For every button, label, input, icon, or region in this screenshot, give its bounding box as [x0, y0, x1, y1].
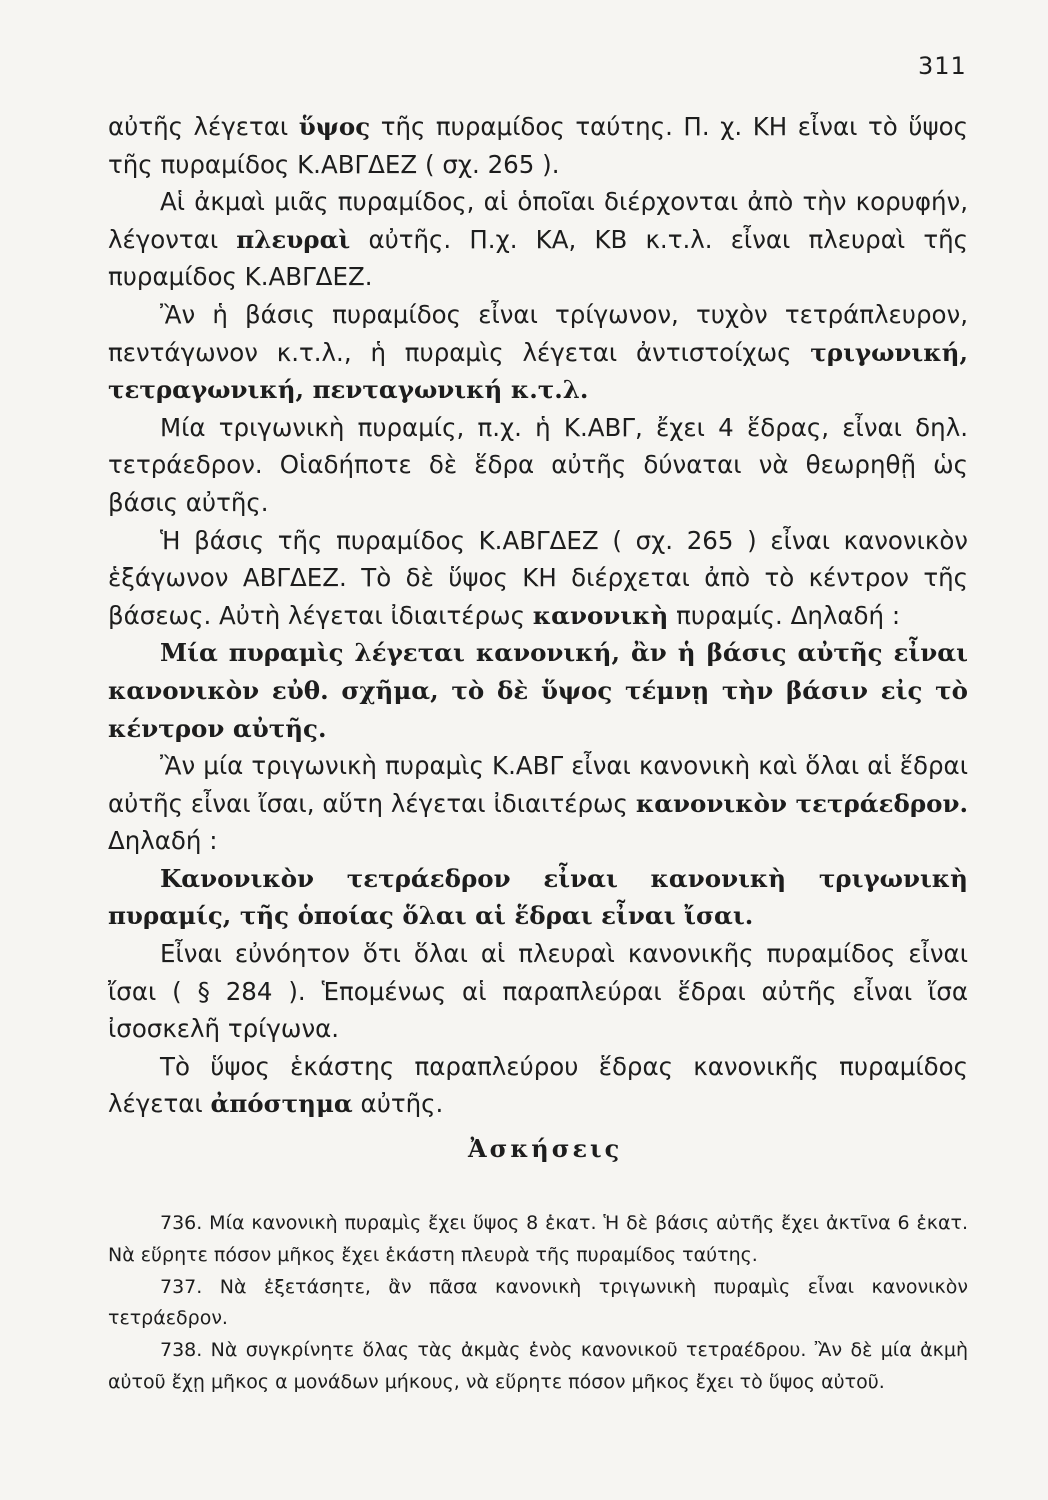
exercise-item: 738. Νὰ συγκρίνητε ὅλας τὰς ἀκμὰς ἑνὸς κανονικοῦ τετραέδρου. Ἂν δὲ μία ἀκμὴ αὐτοῦ ἔχῃ μῆκος α μονάδων μήκους, νὰ εὕρητε πόσον μῆκος ἔχει τὸ ὕψος αὐτοῦ.	[108, 1339, 968, 1393]
definition-regular-pyramid: Μία πυραμὶς λέγεται κανονική, ἂν ἡ βάσις αὐτῆς εἶναι κανονικὸν εὐθ. σχῆμα, τὸ δὲ ὕψος τέμνῃ τὴν βάσιν εἰς τὸ κέντρον αὐτῆς.	[108, 638, 968, 743]
paragraph-text: αὐτῆς. Π.χ. ΚΑ, ΚΒ κ.τ.λ. εἶναι πλευραὶ τῆς πυραμίδος Κ.ΑΒΓΔΕΖ.	[108, 224, 968, 292]
paragraph-text: Ἡ βάσις τῆς πυραμίδος Κ.ΑΒΓΔΕΖ ( σχ. 265 ) εἶναι κανονικὸν ἑξάγωνον ΑΒΓΔΕΖ. Τὸ δὲ ὕψος ΚΗ διέρχεται ἀπὸ τὸ κέντρον τῆς βάσεως. Αὐτὴ λέγεται ἰδιαιτέρως	[108, 525, 968, 630]
paragraph-pyramid-types	[108, 296, 968, 409]
term-pyramid-types: τριγωνική, τετραγωνική, πενταγωνική κ.τ.λ.	[108, 337, 968, 405]
paragraph-regular-tetrahedron	[108, 747, 968, 860]
paragraph-text: αὐτῆς.	[352, 1089, 444, 1119]
term-regular: κανονικὴ	[532, 600, 669, 630]
paragraph-text: Ἂν ἡ βάσις πυραμίδος εἶναι τρίγωνον, τυχὸν τετράπλευρον, πεντάγωνον κ.τ.λ., ἡ πυραμὶς λέγεται ἀντιστοίχως	[108, 299, 968, 367]
term-lateral-edges: πλευραὶ	[236, 224, 351, 254]
paragraph-text: τῆς πυραμίδος ταύτης. Π. χ. ΚΗ εἶναι τὸ ὕψος τῆς πυραμίδος Κ.ΑΒΓΔΕΖ ( σχ. 265 ).	[108, 112, 968, 179]
exercises-heading: Ἀσκήσεις	[468, 1134, 623, 1163]
definition-regular-tetrahedron: Κανονικὸν τετράεδρον εἶναι κανονικὴ τριγωνικὴ πυραμίς, τῆς ὁποίας ὅλαι αἱ ἕδραι εἶναι ἴσαι.	[108, 863, 968, 931]
exercise-item: 737. Νὰ ἐξετάσητε, ἂν πᾶσα κανονικὴ τριγωνικὴ πυραμὶς εἶναι κανονικὸν τετράεδρον.	[108, 1275, 968, 1330]
page-number: 311	[918, 52, 967, 80]
paragraph-regular-pyramid	[108, 522, 968, 635]
term-regular-tetrahedron: κανονικὸν τετράεδρον.	[635, 788, 968, 818]
paragraph-text: Τὸ ὕψος ἑκάστης παραπλεύρου ἕδρας κανονικῆς πυραμίδος λέγεται	[108, 1051, 968, 1119]
exercises-list	[108, 1208, 968, 1399]
paragraph-text: Αἱ ἀκμαὶ μιᾶς πυραμίδος, αἱ ὁποῖαι διέρχονται ἀπὸ τὴν κορυφήν, λέγονται	[108, 187, 968, 254]
paragraph-text: Ἂν μία τριγωνικὴ πυραμὶς Κ.ΑΒΓ εἶναι κανονικὴ καὶ ὅλαι αἱ ἕδραι αὐτῆς εἶναι ἴσαι, αὕτη λέγεται ἰδιαιτέρως	[108, 751, 968, 818]
paragraph-text: αὐτῆς λέγεται	[108, 112, 299, 141]
paragraph-text: Δηλαδή :	[108, 826, 218, 856]
paragraph-text: πυραμίς. Δηλαδή :	[668, 600, 901, 630]
term-apothem: ἀπόστημα	[210, 1089, 353, 1119]
exercise-item: 736. Μία κανονικὴ πυραμὶς ἔχει ὕψος 8 ἑκατ. Ἡ δὲ βάσις αὐτῆς ἔχει ἀκτῖνα 6 ἑκατ. Νὰ εὕρητε πόσον μῆκος ἔχει ἑκάστη πλευρὰ τῆς πυραμίδος ταύτης.	[108, 1212, 968, 1266]
paragraph-apothem	[108, 1048, 968, 1123]
paragraph-pyramid-edges	[108, 183, 968, 296]
paragraph-tetrahedron: Μία τριγωνικὴ πυραμίς, π.χ. ἡ Κ.ΑΒΓ, ἔχει 4 ἕδρας, εἶναι δηλ. τετράεδρον. Οἱαδήποτε δὲ ἕδρα αὐτῆς δύναται νὰ θεωρηθῇ ὡς βάσις αὐτῆς.	[108, 412, 968, 517]
main-text	[108, 108, 968, 1123]
paragraph-equal-edges: Εἶναι εὐνόητον ὅτι ὅλαι αἱ πλευραὶ κανονικῆς πυραμίδος εἶναι ἴσαι ( § 284 ). Ἑπομένως αἱ παραπλεύραι ἕδραι αὐτῆς εἶναι ἴσα ἰσοσκελῆ τρίγωνα.	[108, 939, 968, 1044]
paragraph-pyramid-height	[108, 108, 968, 183]
term-height: ὕψος	[298, 112, 371, 141]
